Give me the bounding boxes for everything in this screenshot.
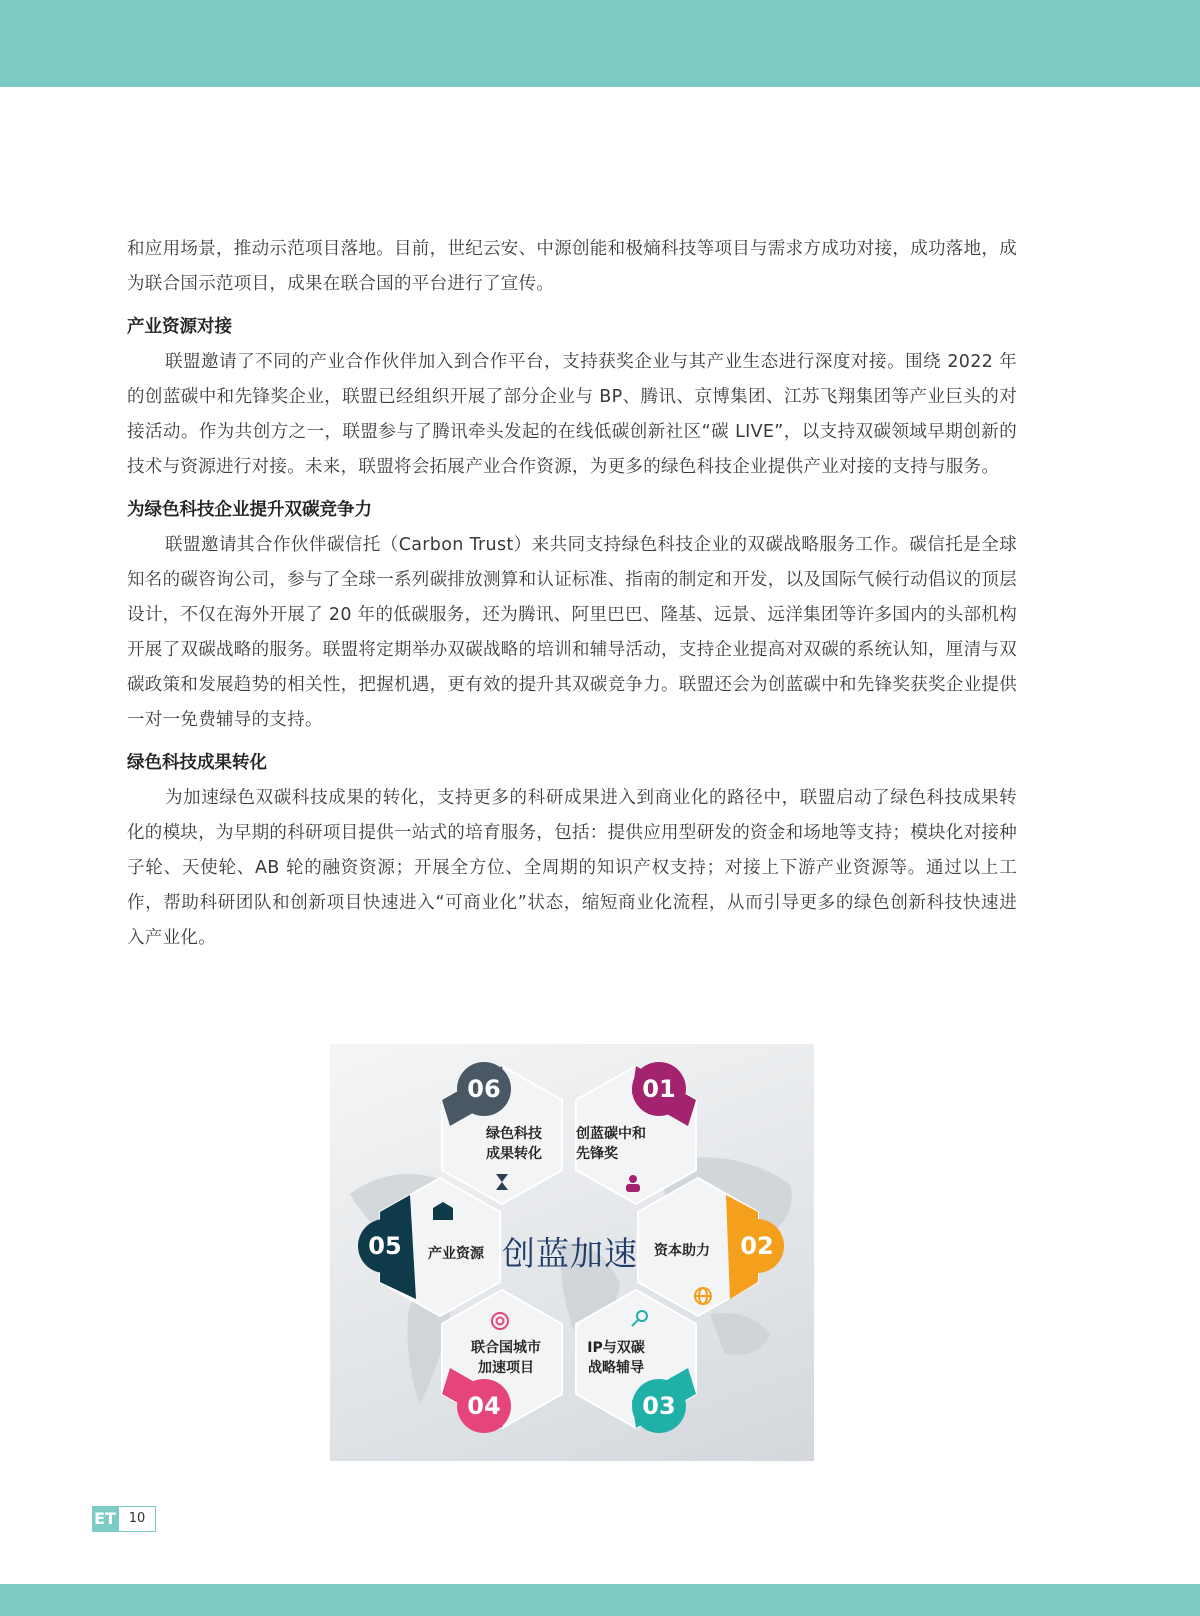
hex-label-06: 绿色科技 成果转化 — [486, 1126, 542, 1162]
accelerator-hexagon-diagram — [330, 1044, 814, 1461]
badge-05: 05 — [358, 1219, 412, 1273]
paragraph-industry-resources: 联盟邀请了不同的产业合作伙伴加入到合作平台，支持获奖企业与其产业生态进行深度对接。围绕 2022 年的创蓝碳中和先锋奖企业，联盟已经组织开展了部分企业与 BP、腾讯、京博集团、江苏飞翔集团等产业巨头的对接活动。作为共创方之一，联盟参与了腾讯牵头发起的在线低碳创新社区“碳 LIVE”，以支持双碳领域早期创新的技术与资源进行对接。未来，联盟将会拓展产业合作资源，为更多的绿色科技企业提供产业对接的支持与服务。 — [127, 352, 1017, 477]
section-heading-industry-resources: 产业资源对接 — [127, 317, 232, 337]
section-heading-tech-transfer: 绿色科技成果转化 — [127, 753, 267, 773]
hex-label-02: 资本助力 — [654, 1243, 710, 1259]
paragraph-intro: 和应用场景，推动示范项目落地。目前，世纪云安、中源创能和极熵科技等项目与需求方成功对接，成功落地，成为联合国示范项目，成果在联合国的平台进行了宣传。 — [127, 239, 1017, 294]
badge-06: 06 — [457, 1062, 511, 1116]
section-heading-dual-carbon: 为绿色科技企业提升双碳竞争力 — [127, 500, 372, 520]
hex-label-05: 产业资源 — [428, 1246, 484, 1262]
hex-label-03: IP与双碳 战略辅导 — [587, 1340, 645, 1376]
badge-02: 02 — [730, 1219, 784, 1273]
et-logo: ET — [92, 1506, 118, 1532]
badge-03: 03 — [632, 1379, 686, 1433]
badge-01: 01 — [632, 1062, 686, 1116]
hex-label-04: 联合国城市 加速项目 — [471, 1340, 541, 1376]
article-body — [127, 232, 1017, 956]
top-color-band — [0, 0, 1200, 87]
diagram-center-title: 创蓝加速 — [502, 1234, 638, 1273]
bottom-color-band — [0, 1584, 1200, 1616]
hex-label-01: 创蓝碳中和 先锋奖 — [576, 1126, 646, 1162]
page-number: 10 — [118, 1506, 156, 1532]
badge-04: 04 — [457, 1379, 511, 1433]
paragraph-tech-transfer: 为加速绿色双碳科技成果的转化，支持更多的科研成果进入到商业化的路径中，联盟启动了绿色科技成果转化的模块，为早期的科研项目提供一站式的培育服务，包括：提供应用型研发的资金和场地等支持；模块化对接种子轮、天使轮、AB 轮的融资资源；开展全方位、全周期的知识产权支持；对接上下游产业资源等。通过以上工作，帮助科研团队和创新项目快速进入“可商业化”状态，缩短商业化流程，从而引导更多的绿色创新科技快速进入产业化。 — [127, 788, 1017, 948]
paragraph-dual-carbon: 联盟邀请其合作伙伴碳信托（Carbon Trust）来共同支持绿色科技企业的双碳战略服务工作。碳信托是全球知名的碳咨询公司，参与了全球一系列碳排放测算和认证标准、指南的制定和开发，以及国际气候行动倡议的顶层设计，不仅在海外开展了 20 年的低碳服务，还为腾讯、阿里巴巴、隆基、远景、远洋集团等许多国内的头部机构开展了双碳战略的服务。联盟将定期举办双碳战略的培训和辅导活动，支持企业提高对双碳的系统认知，厘清与双碳政策和发展趋势的相关性，把握机遇，更有效的提升其双碳竞争力。联盟还会为创蓝碳中和先锋奖获奖企业提供一对一免费辅导的支持。 — [127, 535, 1017, 730]
